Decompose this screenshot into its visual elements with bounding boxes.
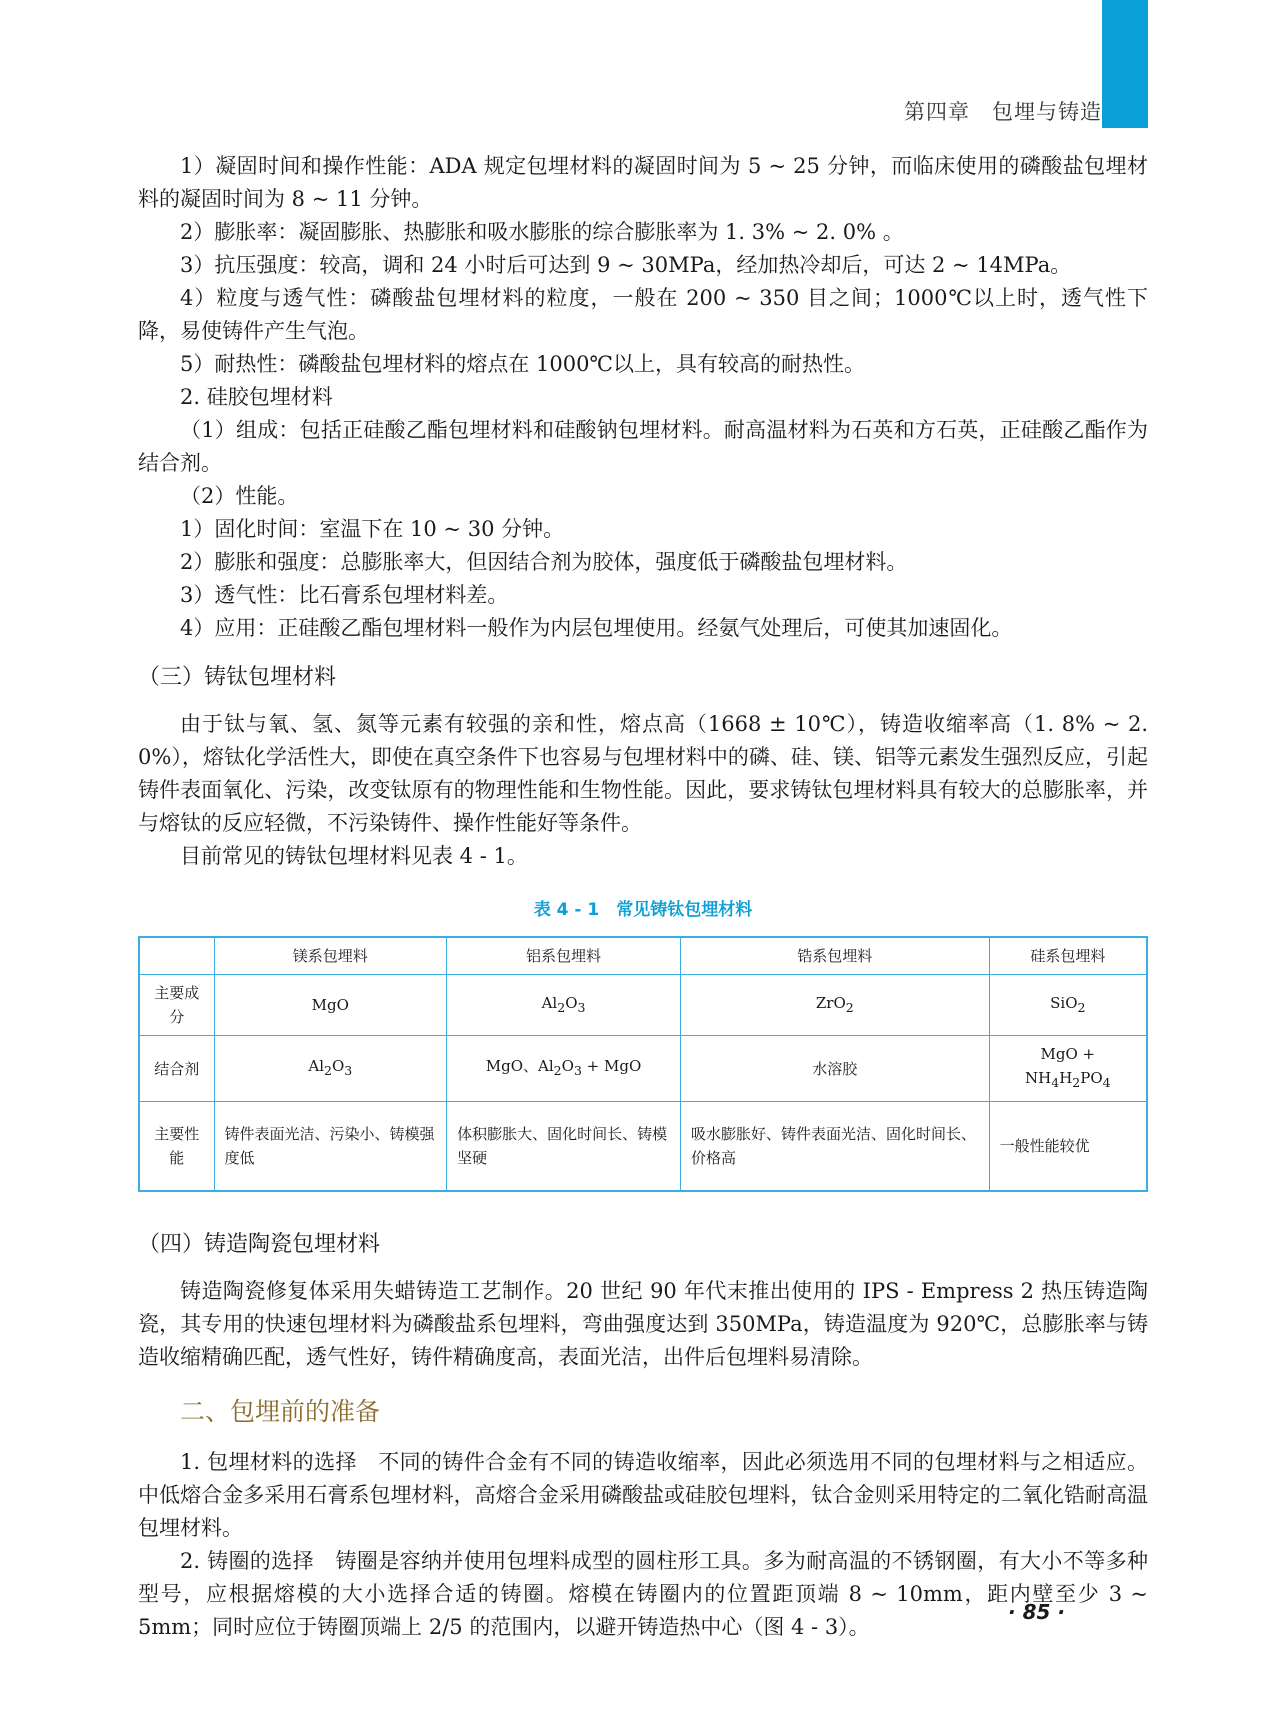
row-label: 结合剂 bbox=[139, 1036, 214, 1102]
table-cell: MgO + $NH_4H_2PO_4$ bbox=[989, 1036, 1147, 1102]
paragraph: 5）耐热性：磷酸盐包埋材料的熔点在 1000℃以上，具有较高的耐热性。 bbox=[180, 352, 865, 376]
paragraph: 3）抗压强度：较高，调和 24 小时后可达到 9 ~ 30MPa，经加热冷却后，可达 2 ~ 14MPa。 bbox=[180, 253, 1072, 277]
table-cell: 水溶胶 bbox=[680, 1036, 989, 1102]
paragraph: 2. 硅胶包埋材料 bbox=[180, 385, 333, 409]
paragraph: 1）固化时间：室温下在 10 ~ 30 分钟。 bbox=[180, 517, 565, 541]
paragraph: 1. 包埋材料的选择 不同的铸件合金有不同的铸造收缩率，因此必须选用不同的包埋材料与之相适应。中低熔合金多采用石膏系包埋材料，高熔合金采用磷酸盐或硅胶包埋料，钛合金则采用特定的二氧化锆耐高温包埋材料。 bbox=[138, 1450, 1148, 1540]
paragraph: 4）粒度与透气性：磷酸盐包埋材料的粒度，一般在 200 ~ 350 目之间；1000℃以上时，透气性下降，易使铸件产生气泡。 bbox=[138, 286, 1148, 343]
section-heading: （三）铸钛包埋材料 bbox=[138, 665, 337, 690]
table-cell: MgO、$Al_2O_3$ + MgO bbox=[447, 1036, 681, 1102]
paragraph: （1）组成：包括正硅酸乙酯包埋材料和硅酸钠包埋材料。耐高温材料为石英和方石英，正硅酸乙酯作为结合剂。 bbox=[138, 418, 1148, 475]
table-cell: 吸水膨胀好、铸件表面光洁、固化时间长、价格高 bbox=[680, 1102, 989, 1192]
row-label: 主要成分 bbox=[139, 975, 214, 1036]
table-header-cell: 硅系包埋料 bbox=[989, 937, 1147, 975]
chapter-tab bbox=[1102, 0, 1148, 128]
page-body bbox=[138, 150, 1148, 1644]
row-label: 主要性能 bbox=[139, 1102, 214, 1192]
table-cell: 铸件表面光洁、污染小、铸模强度低 bbox=[214, 1102, 447, 1192]
table-cell: 体积膨胀大、固化时间长、铸模坚硬 bbox=[447, 1102, 681, 1192]
paragraph: 由于钛与氧、氢、氮等元素有较强的亲和性，熔点高（1668 ± 10℃），铸造收缩率高（1. 8% ~ 2. 0%），熔钛化学活性大，即使在真空条件下也容易与包埋材料中的磷、硅、镁、铝等元素发生强烈反应，引起铸件表面氧化、污染，改变钛原有的物理性能和生物性能。因此，要求铸钛包埋材料具有较大的总膨胀率，并与熔钛的反应轻微，不污染铸件、操作性能好等条件。 bbox=[138, 712, 1148, 835]
paragraph: 3）透气性：比石膏系包埋材料差。 bbox=[180, 583, 509, 607]
table-cell: $Al_2O_3$ bbox=[447, 975, 681, 1036]
table-header-cell: 锆系包埋料 bbox=[680, 937, 989, 975]
paragraph: 4）应用：正硅酸乙酯包埋材料一般作为内层包埋使用。经氨气处理后，可使其加速固化。 bbox=[180, 616, 1013, 640]
paragraph: 2. 铸圈的选择 铸圈是容纳并使用包埋料成型的圆柱形工具。多为耐高温的不锈钢圈，有大小不等多种型号，应根据熔模的大小选择合适的铸圈。熔模在铸圈内的位置距顶端 8 ~ 10mm，距内壁至少 3 ~ 5mm；同时应位于铸圈顶端上 2/5 的范围内，以避开铸造热中心（图 4 - 3）。 bbox=[138, 1549, 1148, 1639]
section-heading: （四）铸造陶瓷包埋材料 bbox=[138, 1232, 381, 1257]
table-cell: SiO$_2$ bbox=[989, 975, 1147, 1036]
table-row bbox=[139, 1102, 1147, 1192]
paragraph: 1）凝固时间和操作性能：ADA 规定包埋材料的凝固时间为 5 ~ 25 分钟，而临床使用的磷酸盐包埋材料的凝固时间为 8 ~ 11 分钟。 bbox=[138, 154, 1148, 211]
table-cell: 一般性能较优 bbox=[989, 1102, 1147, 1192]
table-header-cell: 铝系包埋料 bbox=[447, 937, 681, 975]
running-header: 第四章 包埋与铸造 bbox=[904, 100, 1102, 124]
table-caption: 表 4 - 1 常见铸钛包埋材料 bbox=[533, 900, 753, 920]
paragraph: 目前常见的铸钛包埋材料见表 4 - 1。 bbox=[180, 844, 528, 868]
paragraph: （2）性能。 bbox=[180, 484, 299, 508]
table-header-cell: 镁系包埋料 bbox=[214, 937, 447, 975]
part-heading: 二、包埋前的准备 bbox=[180, 1397, 381, 1426]
table-cell: MgO bbox=[214, 975, 447, 1036]
paragraph: 2）膨胀和强度：总膨胀率大，但因结合剂为胶体，强度低于磷酸盐包埋材料。 bbox=[180, 550, 908, 574]
table-cell: $Al_2O_3$ bbox=[214, 1036, 447, 1102]
table-cell: ZrO$_2$ bbox=[680, 975, 989, 1036]
table-row bbox=[139, 975, 1147, 1036]
table-header-cell bbox=[139, 937, 214, 975]
paragraph: 铸造陶瓷修复体采用失蜡铸造工艺制作。20 世纪 90 年代末推出使用的 IPS - Empress 2 热压铸造陶瓷，其专用的快速包埋材料为磷酸盐系包埋料，弯曲强度达到 350MPa，铸造温度为 920℃，总膨胀率与铸造收缩精确匹配，透气性好，铸件精确度高，表面光洁，出件后包埋料易清除。 bbox=[138, 1279, 1148, 1369]
table-row bbox=[139, 1036, 1147, 1102]
page-number: · 85 · bbox=[1008, 1600, 1065, 1624]
paragraph: 2）膨胀率：凝固膨胀、热膨胀和吸水膨胀的综合膨胀率为 1. 3% ~ 2. 0% 。 bbox=[180, 220, 904, 244]
materials-table bbox=[138, 936, 1148, 1192]
table-header-row bbox=[139, 937, 1147, 975]
